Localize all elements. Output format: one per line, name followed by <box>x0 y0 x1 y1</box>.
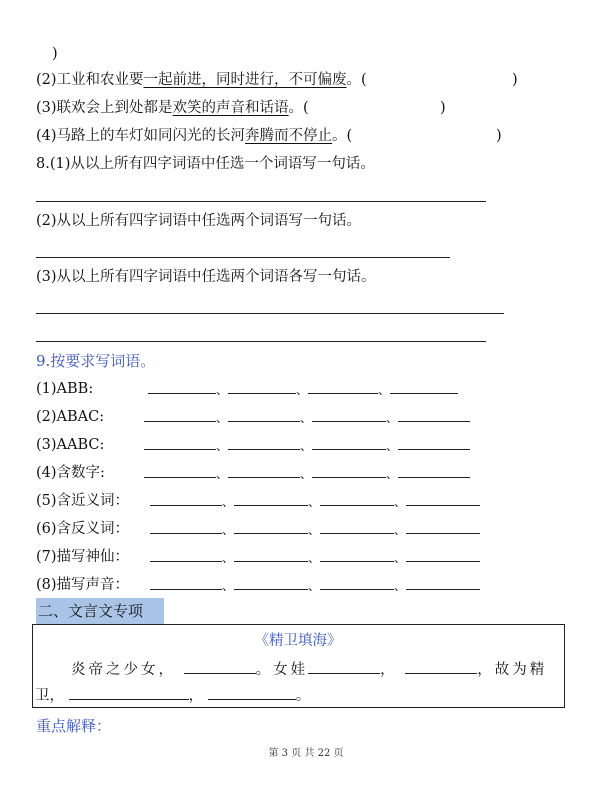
q8-item-3-label: (3)从以上所有四字词语中任选两个词语各写一句话。 <box>36 269 376 285</box>
q7-item-4 <box>36 126 352 146</box>
answer-blank[interactable] <box>398 407 470 422</box>
q8-answer-line-2[interactable] <box>36 257 450 258</box>
answer-blank[interactable] <box>144 407 216 422</box>
q7-item-suffix: 。( <box>346 72 367 88</box>
answer-blank[interactable] <box>406 575 480 590</box>
answer-blank[interactable] <box>398 463 470 478</box>
separator: 、 <box>222 523 235 537</box>
q7-item-3 <box>36 98 309 118</box>
answer-blank[interactable] <box>320 491 394 506</box>
answer-blank[interactable] <box>228 407 300 422</box>
q9-row-1 <box>36 379 391 399</box>
notes-label: 重点解释： <box>36 717 112 735</box>
separator: 、 <box>216 411 229 425</box>
answer-blank[interactable] <box>406 519 480 534</box>
answer-blank[interactable] <box>406 491 480 506</box>
q9-row-5 <box>36 491 407 511</box>
separator: 、 <box>394 579 407 593</box>
answer-blank[interactable] <box>234 519 308 534</box>
q7-close-paren: ) <box>52 46 58 62</box>
answer-blank[interactable] <box>398 435 470 450</box>
separator: 、 <box>222 495 235 509</box>
answer-blank[interactable] <box>144 463 216 478</box>
q7-item-underlined: 欢笑的声音和话语 <box>172 100 289 116</box>
passage-text: 。女娃 <box>255 662 309 678</box>
q9-row-label: (5)含近义词： <box>36 493 130 509</box>
q9-row-6 <box>36 519 407 539</box>
answer-blank[interactable] <box>234 575 308 590</box>
separator: 、 <box>386 411 399 425</box>
q7-item-suffix: 。( <box>332 128 353 144</box>
answer-blank[interactable] <box>144 435 216 450</box>
answer-blank[interactable] <box>228 379 296 394</box>
separator: 、 <box>300 411 313 425</box>
separator: 、 <box>308 579 321 593</box>
q8-item-2-label: (2)从以上所有四字词语中任选两个词语写一句话。 <box>36 213 362 229</box>
section-heading: 二、文言文专项 <box>36 598 164 624</box>
q7-item-prefix: (4)马路上的车灯如同闪光的长河 <box>36 128 246 144</box>
q8-answer-line-3b[interactable] <box>36 341 486 342</box>
q9-row-label: (2)ABAC: <box>36 409 105 425</box>
passage-text: ， <box>380 662 398 678</box>
separator: 、 <box>386 467 399 481</box>
answer-blank[interactable] <box>150 491 222 506</box>
q9-row-label: (1)ABB: <box>36 381 94 397</box>
passage-box <box>32 624 565 708</box>
q9-row-7 <box>36 547 407 567</box>
page-number: 第 3 页 共 22 页 <box>268 748 344 759</box>
answer-blank[interactable] <box>150 519 222 534</box>
separator: 、 <box>308 495 321 509</box>
answer-blank[interactable] <box>308 379 378 394</box>
answer-blank[interactable] <box>228 463 300 478</box>
answer-blank[interactable] <box>390 379 458 394</box>
q7-item-underlined: 一起前进，同时进行，不可偏废 <box>143 72 347 88</box>
answer-blank[interactable] <box>320 547 394 562</box>
q9-row-label: (6)含反义词： <box>36 521 130 537</box>
q9-row-8 <box>36 575 407 595</box>
answer-blank[interactable] <box>312 435 386 450</box>
passage-text: 卫， <box>35 688 64 704</box>
q8-answer-line-1[interactable] <box>36 201 486 202</box>
q7-item-prefix: (2)工业和农业要 <box>36 72 144 88</box>
q9-row-label: (7)描写神仙： <box>36 549 130 565</box>
answer-blank[interactable] <box>234 491 308 506</box>
q8-answer-line-3a[interactable] <box>36 313 504 314</box>
passage-line-2 <box>35 685 310 706</box>
answer-blank[interactable] <box>312 407 386 422</box>
answer-blank[interactable] <box>148 379 216 394</box>
separator: 、 <box>394 523 407 537</box>
q7-answer-blank-2[interactable]: ) <box>512 72 518 88</box>
q9-title: 9.按要求写词语。 <box>36 352 156 370</box>
answer-blank[interactable] <box>320 575 394 590</box>
passage-text: ， <box>188 688 204 704</box>
answer-blank[interactable] <box>150 547 222 562</box>
answer-blank[interactable] <box>406 547 480 562</box>
answer-blank[interactable] <box>234 547 308 562</box>
answer-blank[interactable] <box>320 519 394 534</box>
passage-title: 《精卫填海》 <box>254 633 342 649</box>
passage-text: 。 <box>295 688 311 704</box>
separator: 、 <box>386 439 399 453</box>
q9-row-2 <box>36 407 399 427</box>
q9-row-label: (3)AABC: <box>36 437 105 453</box>
separator: 、 <box>216 383 229 397</box>
passage-blank-2[interactable] <box>308 659 380 674</box>
separator: 、 <box>222 579 235 593</box>
passage-text: ，故为精 <box>477 662 548 678</box>
q7-item-suffix: 。( <box>288 100 309 116</box>
answer-blank[interactable] <box>150 575 222 590</box>
q9-row-3 <box>36 435 399 455</box>
separator: 、 <box>300 439 313 453</box>
separator: 、 <box>394 551 407 565</box>
q7-item-prefix: (3)联欢会上到处都是 <box>36 100 173 116</box>
passage-text: 炎帝之少女， <box>71 662 176 678</box>
passage-blank-1[interactable] <box>184 659 256 674</box>
q9-row-4 <box>36 463 399 483</box>
q7-item-2 <box>36 70 367 90</box>
separator: 、 <box>296 383 309 397</box>
q9-row-label: (4)含数字: <box>36 465 105 481</box>
q9-row-label: (8)描写声音： <box>36 577 130 593</box>
separator: 、 <box>308 551 321 565</box>
separator: 、 <box>308 523 321 537</box>
q8-item-1-label: 8.(1)从以上所有四字词语中任选一个词语写一句话。 <box>36 156 375 172</box>
passage-blank-4[interactable] <box>69 685 189 700</box>
answer-blank[interactable] <box>228 435 300 450</box>
separator: 、 <box>300 467 313 481</box>
separator: 、 <box>394 495 407 509</box>
separator: 、 <box>216 467 229 481</box>
separator: 、 <box>378 383 391 397</box>
q7-answer-blank-3[interactable]: ) <box>440 100 446 116</box>
passage-blank-5[interactable] <box>208 685 296 700</box>
passage-blank-3[interactable] <box>405 659 477 674</box>
separator: 、 <box>216 439 229 453</box>
answer-blank[interactable] <box>312 463 386 478</box>
q7-answer-blank-4[interactable]: ) <box>496 128 502 144</box>
separator: 、 <box>222 551 235 565</box>
q7-item-underlined: 奔腾而不停止 <box>245 128 333 144</box>
passage-line-1 <box>71 659 547 680</box>
